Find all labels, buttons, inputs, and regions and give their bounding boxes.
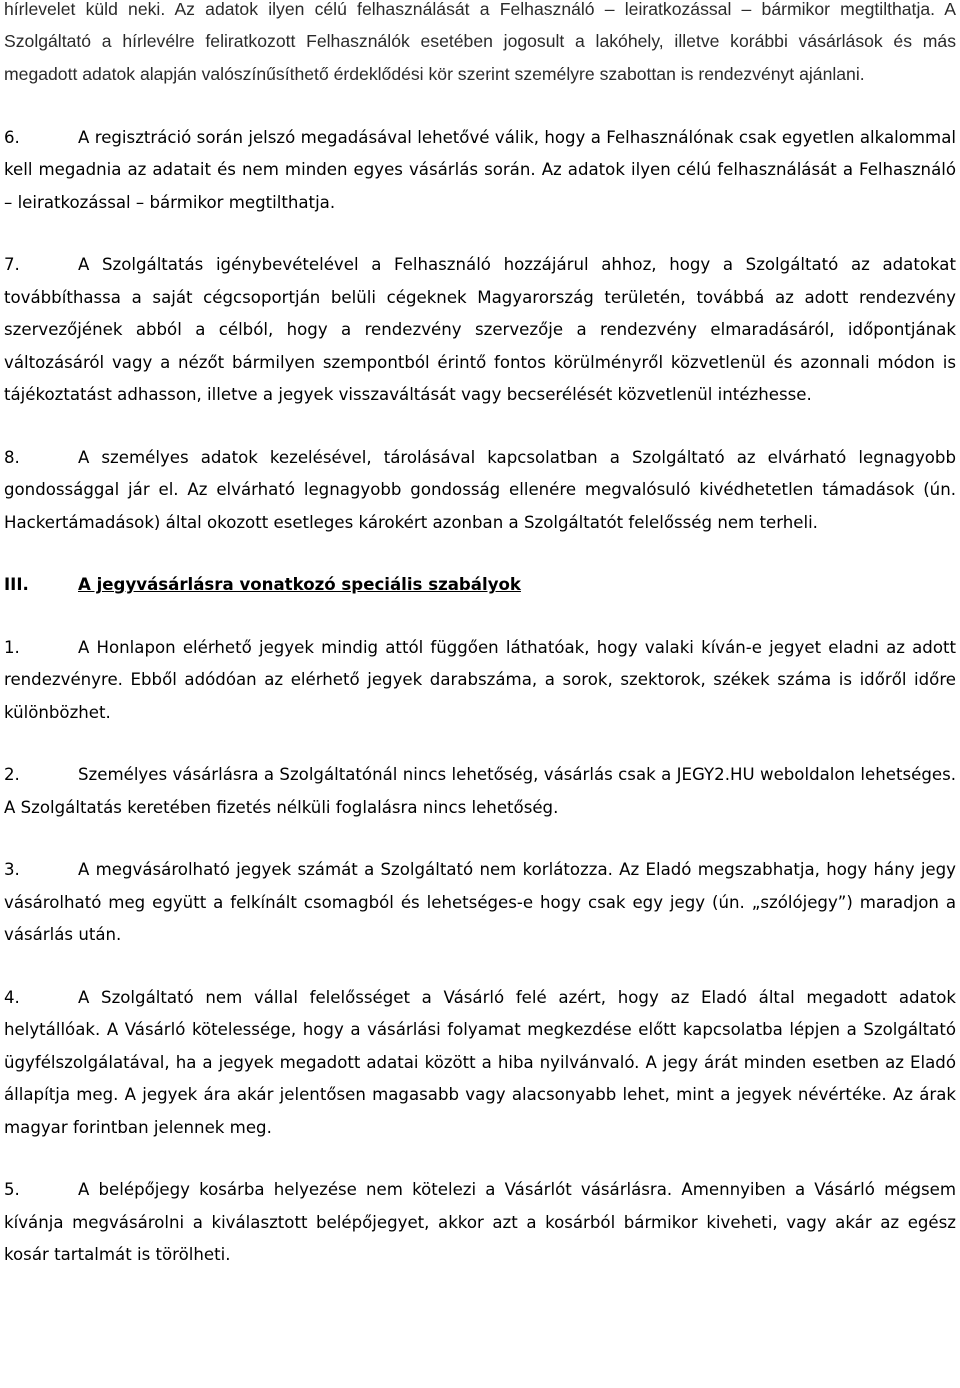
intro-paragraph: hírlevelet küld neki. Az adatok ilyen célú felhasználását a Felhasználó – leiratkozással – bármikor megtilthatja. A Szolgáltató a hírlevélre feliratkozott Felhasználók esetében jogosult a lakóhely, illetve korábbi vásárlások és más megadott adatok alapján valószínűsíthető érdeklődési kör szerint személyre szabottan is rendezvényt ajánlani.	[4, 0, 956, 84]
section-number: III.	[4, 575, 29, 595]
numbered-paragraph-2	[4, 759, 956, 824]
paragraph-number: 8.	[4, 447, 20, 467]
paragraph-text: A személyes adatok kezelésével, tárolásával kapcsolatban a Szolgáltató az elvárható legnagyobb gondossággal jár el. Az elvárható legnagyobb gondosság ellenére megvalósuló kivédhetetlen támadások (ún. Hackertámadások) által okozott esetleges károkért azonban a Szolgáltatót felelősség nem terheli.	[4, 447, 956, 532]
paragraph-text: A belépőjegy kosárba helyezése nem kötelezi a Vásárlót vásárlásra. Amennyiben a Vásárló mégsem kívánja megvásárolni a kiválasztott belépőjegyet, akkor azt a kosárból bármikor kiveheti, vagy akár az egész kosár tartalmát is törölheti.	[4, 1180, 956, 1265]
numbered-paragraph-4	[4, 982, 956, 1145]
numbered-paragraph-1	[4, 632, 956, 730]
paragraph-text: A Szolgáltató nem vállal felelősséget a Vásárló felé azért, hogy az Eladó által megadott adatok helytállóak. A Vásárló kötelessége, hogy a vásárlási folyamat megkezdése előtt kapcsolatba lépjen a Szolgáltató ügyfélszolgálatával, ha a jegyek megadott adatai között a hiba nyilvánvaló. A jegy árát minden esetben az Eladó állapítja meg. A jegyek ára akár jelentősen magasabb vagy alacsonyabb lehet, mint a jegyek névértéke. Az árak magyar forintban jelennek meg.	[4, 987, 956, 1137]
paragraph-text: Személyes vásárlásra a Szolgáltatónál nincs lehetőség, vásárlás csak a JEGY2.HU weboldalon lehetséges. A Szolgáltatás keretében fizetés nélküli foglalásra nincs lehetőség.	[4, 765, 956, 817]
numbered-paragraph-6	[4, 122, 956, 220]
paragraph-number: 4.	[4, 987, 20, 1007]
numbered-paragraph-7	[4, 249, 956, 412]
paragraph-text: A regisztráció során jelszó megadásával lehetővé válik, hogy a Felhasználónak csak egyetlen alkalommal kell megadnia az adatait és nem minden egyes vásárlás során. Az adatok ilyen célú felhasználását a Felhasználó – leiratkozással – bármikor megtilthatja.	[4, 127, 956, 212]
section-title: A jegyvásárlásra vonatkozó speciális szabályok	[78, 575, 521, 595]
section-heading	[4, 569, 956, 602]
paragraph-text: A Szolgáltatás igénybevételével a Felhasználó hozzájárul ahhoz, hogy a Szolgáltató az adatokat továbbíthassa a saját cégcsoportján belüli cégeknek Magyarország területén, továbbá az adott rendezvény szervezőjének abból a célból, hogy a rendezvény szervezője a rendezvény elmaradásáról, időpontjának változásáról vagy a nézőt bármilyen szempontból érintő fontos körülményről közvetlenül és azonnali módon is tájékoztatást adhasson, illetve a jegyek visszaváltását vagy becserélését közvetlenül intézhesse.	[4, 255, 956, 405]
paragraph-number: 5.	[4, 1180, 20, 1200]
paragraph-number: 1.	[4, 637, 20, 657]
numbered-paragraph-3	[4, 854, 956, 952]
paragraph-text: A Honlapon elérhető jegyek mindig attól függően láthatóak, hogy valaki kíván-e jegyet eladni az adott rendezvényre. Ebből adódóan az elérhető jegyek darabszáma, a sorok, szektorok, székek száma is időről időre különbözhet.	[4, 637, 956, 722]
paragraph-number: 6.	[4, 127, 20, 147]
paragraph-number: 7.	[4, 255, 20, 275]
numbered-paragraph-8	[4, 442, 956, 540]
paragraph-text: A megvásárolható jegyek számát a Szolgáltató nem korlátozza. Az Eladó megszabhatja, hogy hány jegy vásárolható meg együtt a felkínált csomagból és lehetséges-e hogy csak egy jegy (ún. „szólójegy”) maradjon a vásárlás után.	[4, 860, 956, 945]
paragraph-number: 2.	[4, 765, 20, 785]
paragraph-number: 3.	[4, 860, 20, 880]
numbered-paragraph-5	[4, 1174, 956, 1272]
